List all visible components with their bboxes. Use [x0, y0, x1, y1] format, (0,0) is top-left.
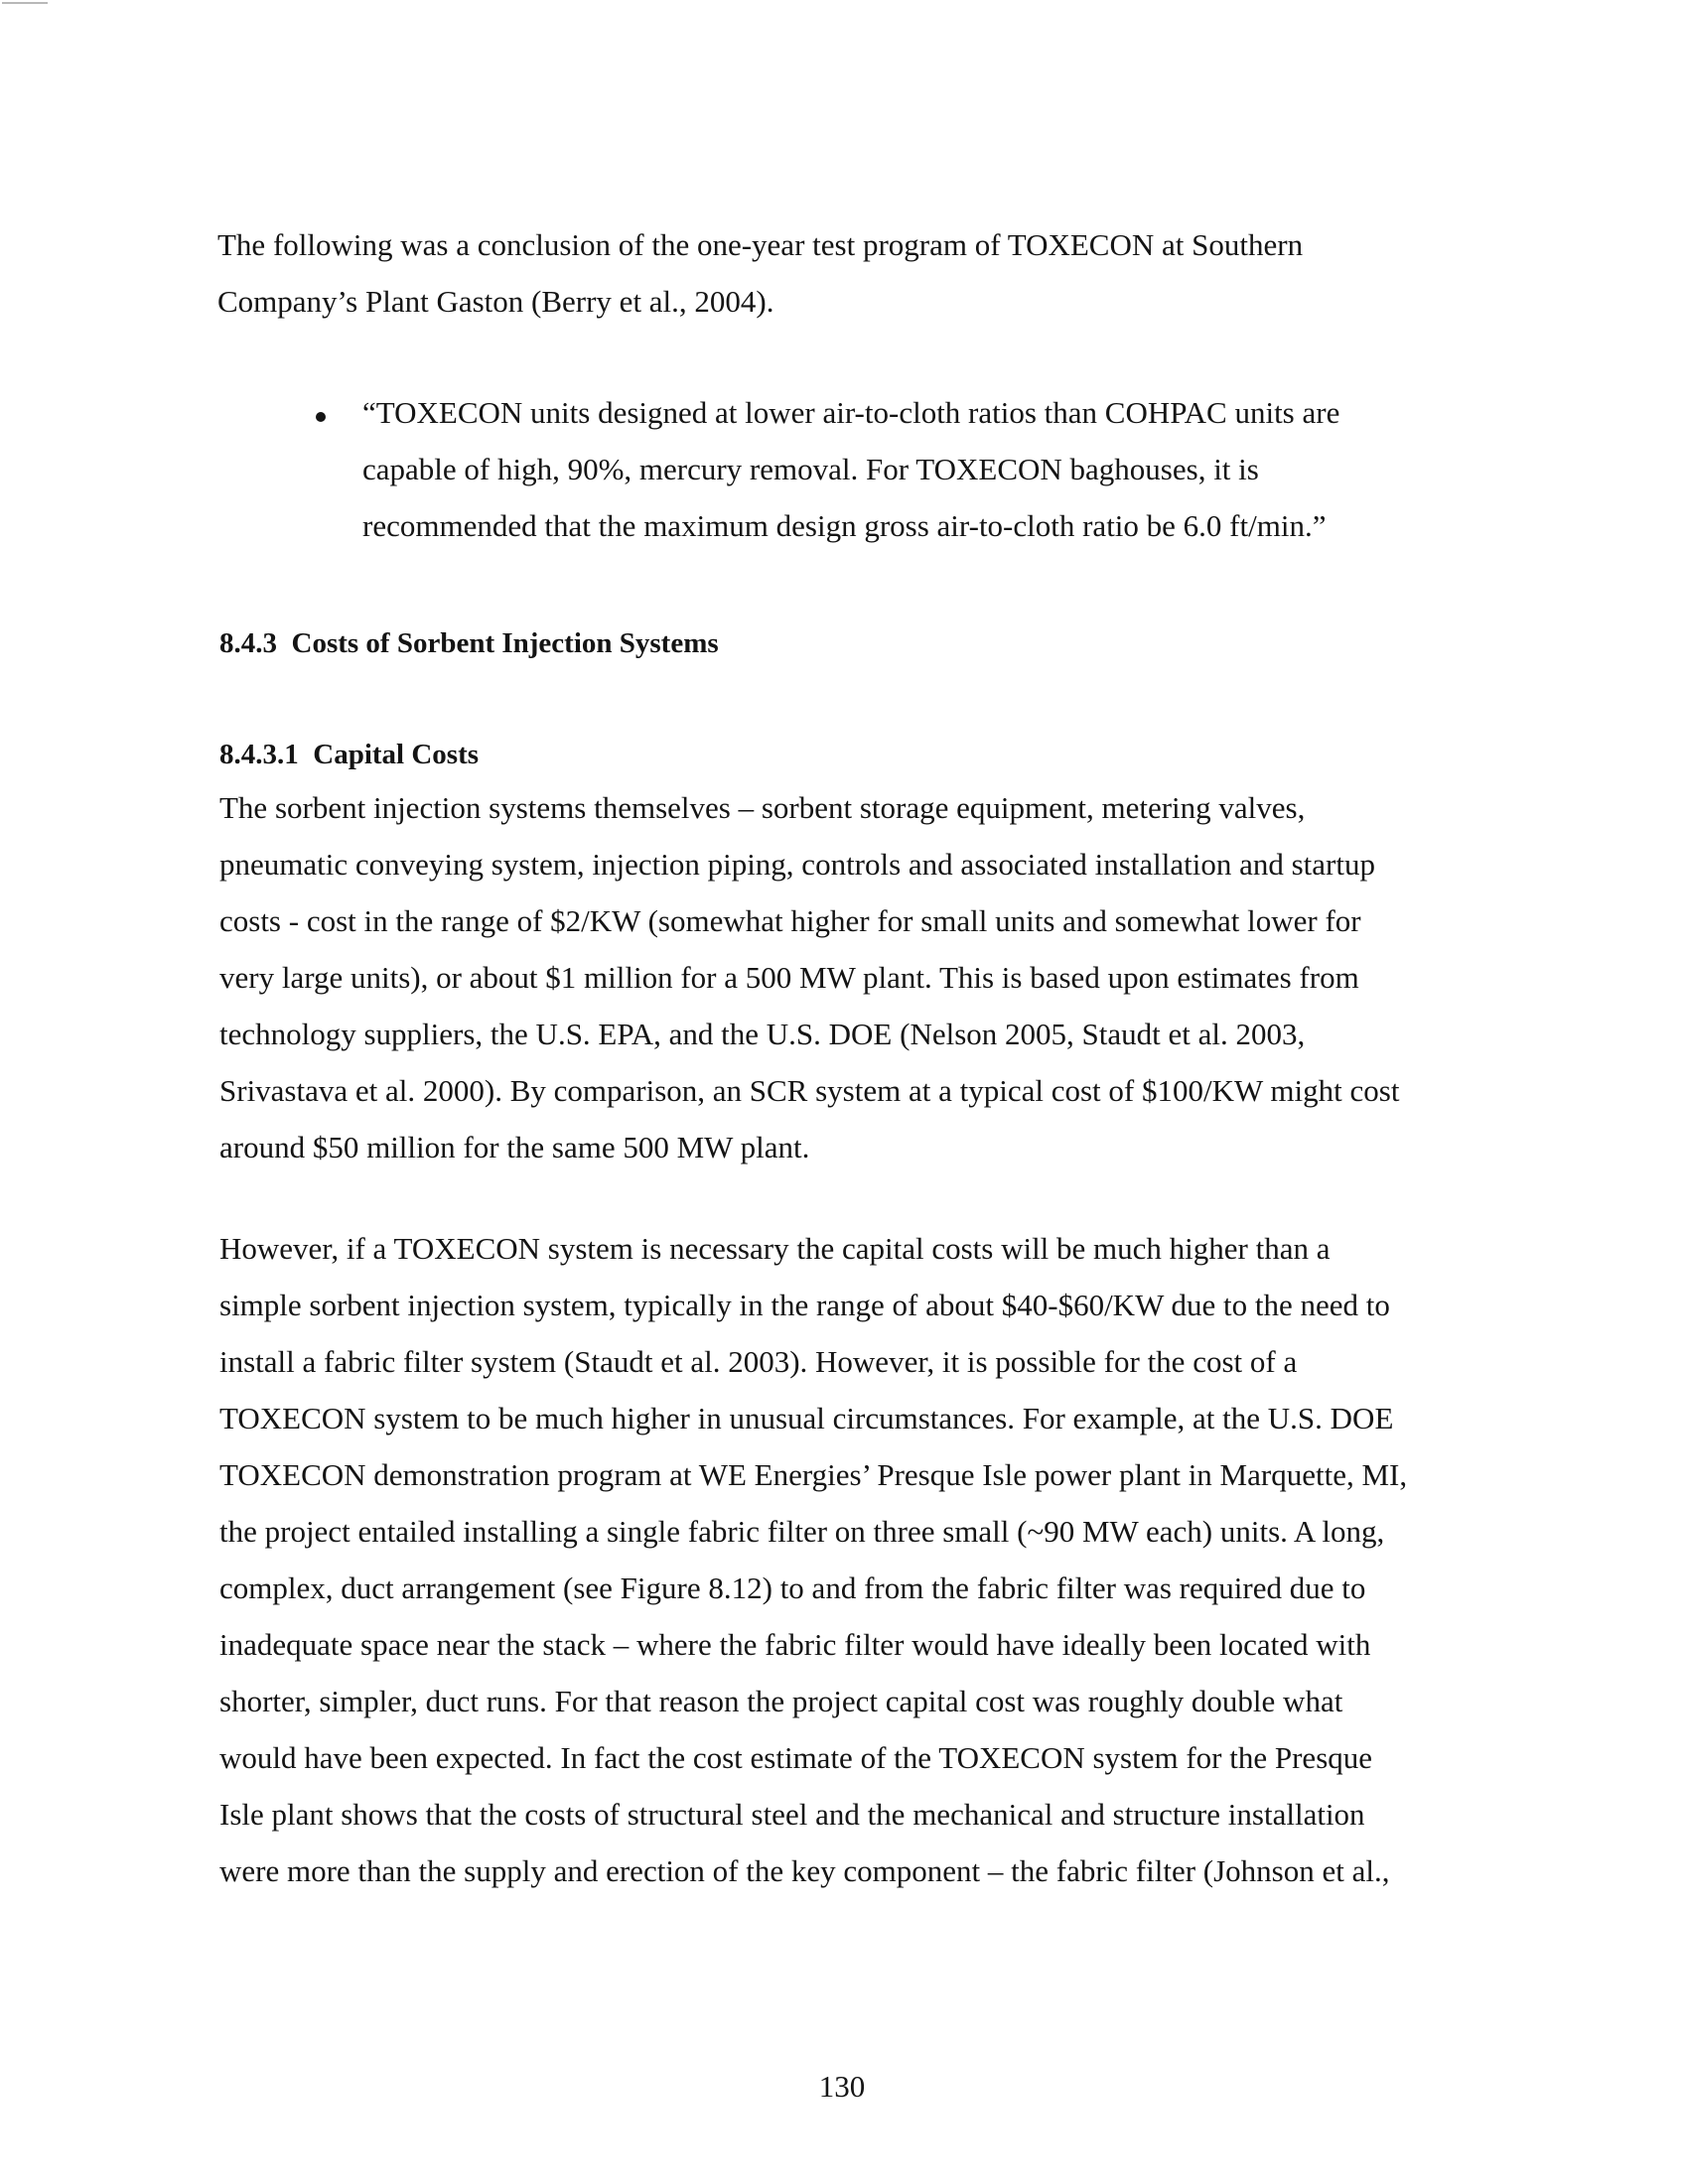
- text-line: Isle plant shows that the costs of structural steel and the mechanical and structure installation: [219, 1797, 1365, 1832]
- subsection-title: Capital Costs: [313, 739, 480, 770]
- text-line: simple sorbent injection system, typically in the range of about $40-$60/KW due to the need to: [219, 1288, 1390, 1322]
- subsection-number: 8.4.3.1: [219, 739, 299, 770]
- text-line: capable of high, 90%, mercury removal. For TOXECON baghouses, it is: [362, 452, 1259, 486]
- text-line: around $50 million for the same 500 MW plant.: [219, 1130, 810, 1164]
- text-line: The following was a conclusion of the one-year test program of TOXECON at Southern: [217, 227, 1304, 262]
- section-title: Costs of Sorbent Injection Systems: [291, 627, 719, 659]
- text-line: pneumatic conveying system, injection piping, controls and associated installation and startup: [219, 847, 1375, 882]
- text-line: recommended that the maximum design gross air-to-cloth ratio be 6.0 ft/min.”: [362, 508, 1327, 543]
- text-line: TOXECON system to be much higher in unusual circumstances. For example, at the U.S. DOE: [219, 1401, 1394, 1435]
- text-line: inadequate space near the stack – where the fabric filter would have ideally been located with: [219, 1627, 1371, 1662]
- text-line: Company’s Plant Gaston (Berry et al., 2004).: [217, 284, 774, 319]
- text-line: The sorbent injection systems themselves – sorbent storage equipment, metering valves,: [219, 790, 1306, 825]
- section-number: 8.4.3: [219, 627, 277, 659]
- text-line: TOXECON demonstration program at WE Energies’ Presque Isle power plant in Marquette, MI,: [219, 1457, 1408, 1492]
- bullet-icon: [316, 412, 326, 422]
- page-number: 130: [818, 2069, 866, 2104]
- text-line: the project entailed installing a single fabric filter on three small (~90 MW each) units. A long,: [219, 1514, 1385, 1549]
- text-line: However, if a TOXECON system is necessary the capital costs will be much higher than a: [219, 1231, 1331, 1266]
- subsection-heading: [219, 735, 479, 774]
- text-line: Srivastava et al. 2000). By comparison, an SCR system at a typical cost of $100/KW might cost: [219, 1073, 1400, 1108]
- text-line: were more than the supply and erection of the key component – the fabric filter (Johnson et al.,: [219, 1853, 1390, 1888]
- text-line: would have been expected. In fact the cost estimate of the TOXECON system for the Presque: [219, 1740, 1373, 1775]
- text-line: install a fabric filter system (Staudt et al. 2003). However, it is possible for the cost of a: [219, 1344, 1298, 1379]
- text-line: complex, duct arrangement (see Figure 8.12) to and from the fabric filter was required due to: [219, 1570, 1366, 1605]
- section-heading: [219, 623, 719, 663]
- scan-artifact: [2, 2, 48, 4]
- text-line: technology suppliers, the U.S. EPA, and the U.S. DOE (Nelson 2005, Staudt et al. 2003,: [219, 1017, 1306, 1051]
- text-line: costs - cost in the range of $2/KW (somewhat higher for small units and somewhat lower for: [219, 903, 1361, 938]
- text-line: shorter, simpler, duct runs. For that reason the project capital cost was roughly double what: [219, 1684, 1343, 1718]
- text-line: very large units), or about $1 million for a 500 MW plant. This is based upon estimates from: [219, 960, 1359, 995]
- text-line: “TOXECON units designed at lower air-to-cloth ratios than COHPAC units are: [362, 395, 1340, 430]
